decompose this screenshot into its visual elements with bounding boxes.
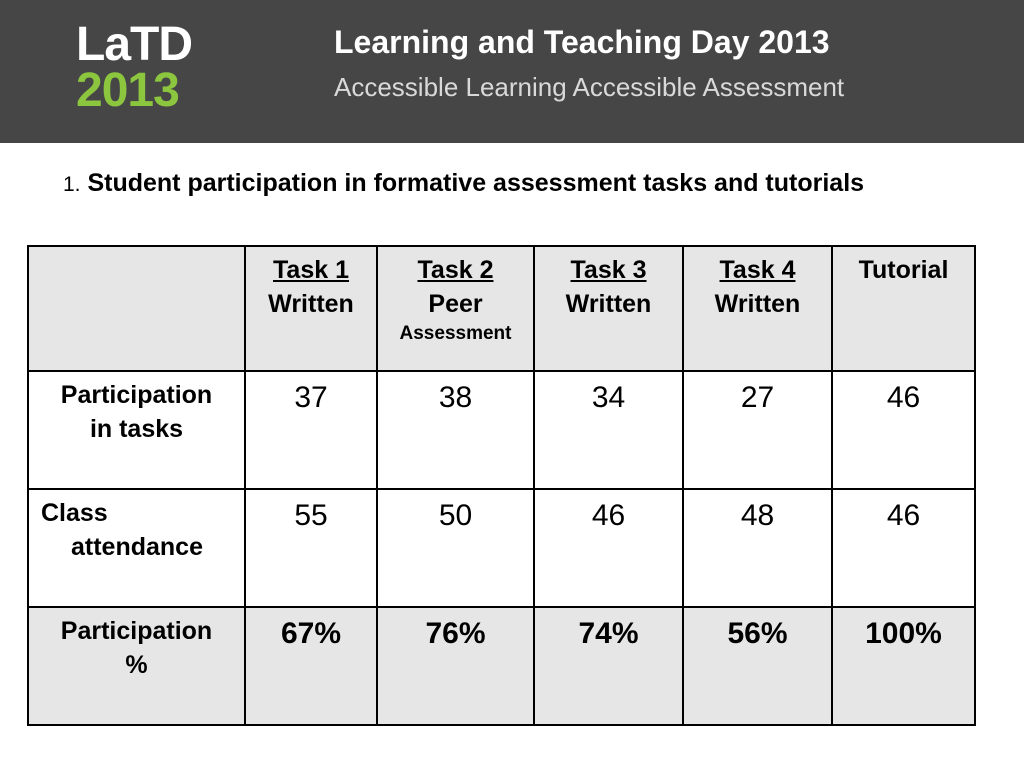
column-header-tutorial (832, 246, 975, 371)
column-header-sub: Peer (428, 290, 483, 318)
cell-value: 100% (865, 617, 942, 650)
row-header-cell (28, 371, 245, 489)
table-cell (683, 489, 832, 607)
table-cell (683, 371, 832, 489)
cell-value: 55 (294, 499, 328, 532)
table-cell (534, 607, 683, 725)
row-label (33, 496, 240, 564)
column-header-task2 (377, 246, 534, 371)
cell-value: 74% (578, 617, 639, 650)
table-cell (534, 489, 683, 607)
section-heading (63, 166, 943, 202)
banner-title: Learning and Teaching Day 2013 (334, 24, 830, 60)
cell-value: 67% (280, 617, 342, 650)
table-cell (245, 371, 377, 489)
table-cell (534, 371, 683, 489)
row-header-cell (28, 607, 245, 725)
table-cell (377, 489, 534, 607)
cell-value: 48 (740, 499, 775, 532)
row-label-line2: in tasks (89, 415, 184, 443)
row-label-line1: Participation (60, 381, 213, 409)
row-label-line2: % (125, 651, 148, 679)
column-header-label: Tutorial (858, 256, 949, 284)
participation-table (27, 245, 976, 726)
cell-value: 46 (591, 499, 626, 532)
column-header-task4 (683, 246, 832, 371)
banner-subtitle: Accessible Learning Accessible Assessment (334, 72, 845, 102)
column-header-label: Task 4 (719, 256, 796, 284)
row-label-line1: Participation (60, 617, 213, 645)
table-row-participation-percent (28, 607, 975, 725)
table-cell (832, 607, 975, 725)
latd-logo (76, 18, 192, 117)
table-cell (377, 371, 534, 489)
table-cell (832, 371, 975, 489)
column-header-label: Task 3 (570, 256, 647, 284)
row-header-cell (28, 489, 245, 607)
table-cell (683, 607, 832, 725)
section-number: 1. (63, 173, 81, 196)
cell-value: 56% (727, 617, 788, 650)
header-empty-cell (28, 246, 245, 371)
table-cell (245, 607, 377, 725)
row-label-line1: Class (41, 499, 108, 527)
column-header-sub2: Assessment (399, 323, 512, 344)
table-row-participation-in-tasks (28, 371, 975, 489)
column-header-sub: Written (714, 290, 801, 318)
column-header-label: Task 2 (417, 256, 494, 284)
cell-value: 76% (425, 617, 486, 650)
cell-value: 50 (438, 499, 473, 532)
row-label (33, 614, 240, 682)
header-banner (0, 0, 1024, 143)
cell-value: 46 (886, 381, 921, 414)
cell-value: 38 (438, 381, 473, 414)
column-header-sub: Written (565, 290, 652, 318)
row-label (33, 378, 240, 446)
logo-text-latd: LaTD (76, 18, 192, 71)
cell-value: 27 (740, 381, 775, 414)
cell-value: 37 (294, 381, 328, 414)
table-cell (832, 489, 975, 607)
table-cell (245, 489, 377, 607)
cell-value: 46 (886, 499, 921, 532)
logo-text-year: 2013 (76, 64, 179, 117)
table-header-row (28, 246, 975, 371)
table-cell (377, 607, 534, 725)
cell-value: 34 (591, 381, 626, 414)
table-row-class-attendance (28, 489, 975, 607)
row-label-line2: attendance (71, 533, 203, 561)
section-title: Student participation in formative assessment tasks and tutorials (87, 169, 865, 197)
column-header-task3 (534, 246, 683, 371)
column-header-sub: Written (268, 290, 354, 318)
column-header-task1 (245, 246, 377, 371)
column-header-label: Task 1 (273, 256, 349, 284)
